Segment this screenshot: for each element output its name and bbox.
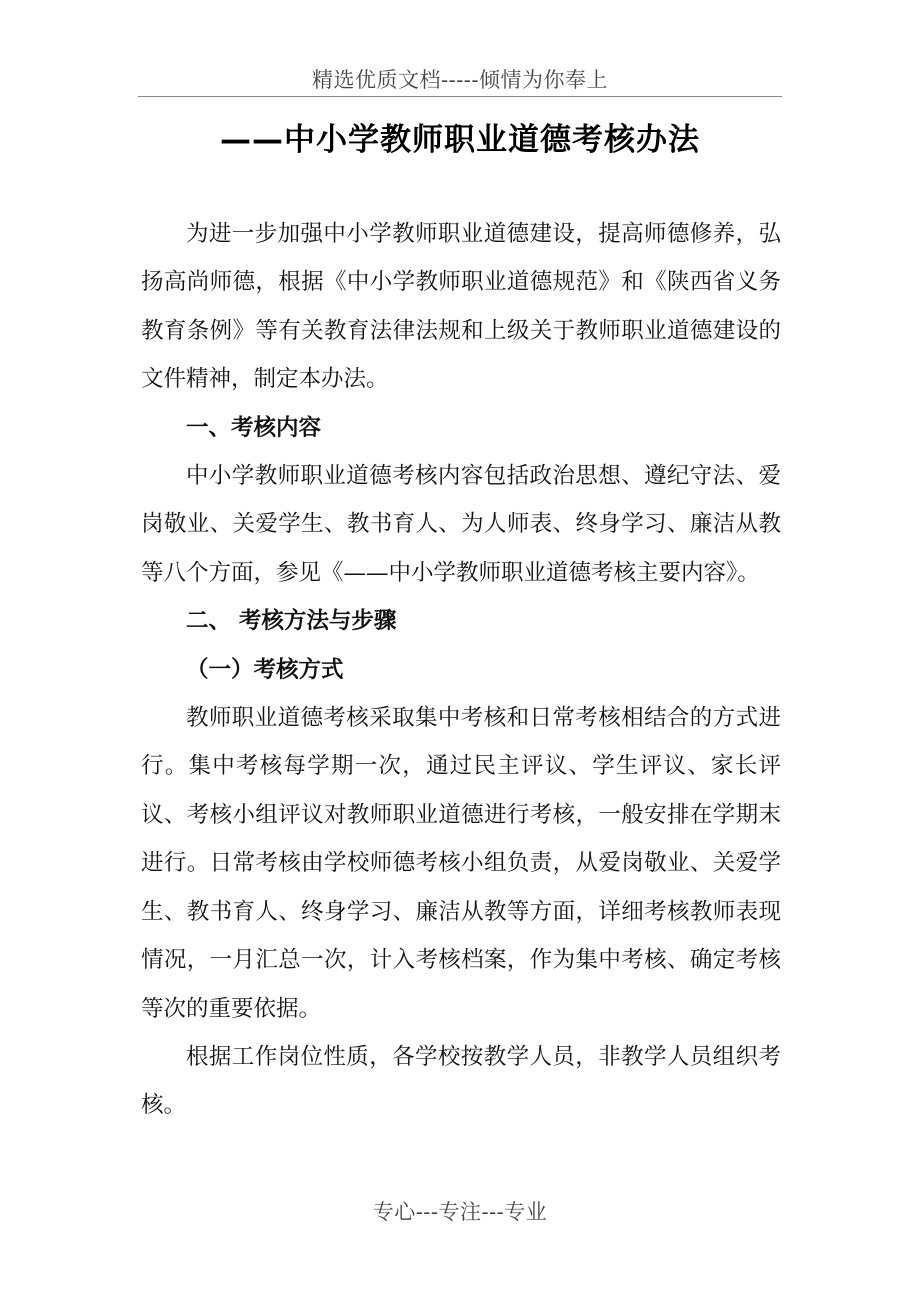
document-title: ——中小学教师职业道德考核办法	[220, 122, 700, 158]
header-divider	[138, 96, 782, 97]
intro-paragraph: 为进一步加强中小学教师职业道德建设，提高师德修养，弘扬高尚师德，根据《中小学教师职业道德规范》和《陕西省义务教育条例》等有关教育法律法规和上级关于教师职业道德建设的文件精神，制定本办法。	[141, 221, 781, 393]
mode-paragraph: 教师职业道德考核采取集中考核和日常考核相结合的方式进行。集中考核每学期一次，通过民主评议、学生评议、家长评议、考核小组评议对教师职业道德进行考核，一般安排在学期末进行。日常考核由学校师德考核小组负责，从爱岗敬业、关爱学生、教书育人、终身学习、廉洁从教等方面，详细考核教师表现情况，一月汇总一次，计入考核档案，作为集中考核、确定考核等次的重要依据。	[141, 705, 781, 1022]
subsection-heading-mode: （一）考核方式	[186, 656, 344, 683]
page-footer: 专心---专注---专业	[372, 1200, 548, 1224]
document-body	[141, 210, 781, 1130]
section-heading-method: 二、 考核方法与步骤	[186, 608, 397, 635]
page-header: 精选优质文档-----倾情为你奉上	[312, 68, 608, 92]
section-heading-content: 一、考核内容	[186, 414, 322, 441]
section-content-paragraph: 中小学教师职业道德考核内容包括政治思想、遵纪守法、爱岗敬业、关爱学生、教书育人、为人师表、终身学习、廉洁从教等八个方面，参见《——中小学教师职业道德考核主要内容》。	[141, 463, 781, 586]
mode-paragraph-2: 根据工作岗位性质，各学校按教学人员，非教学人员组织考核。	[141, 1043, 781, 1119]
